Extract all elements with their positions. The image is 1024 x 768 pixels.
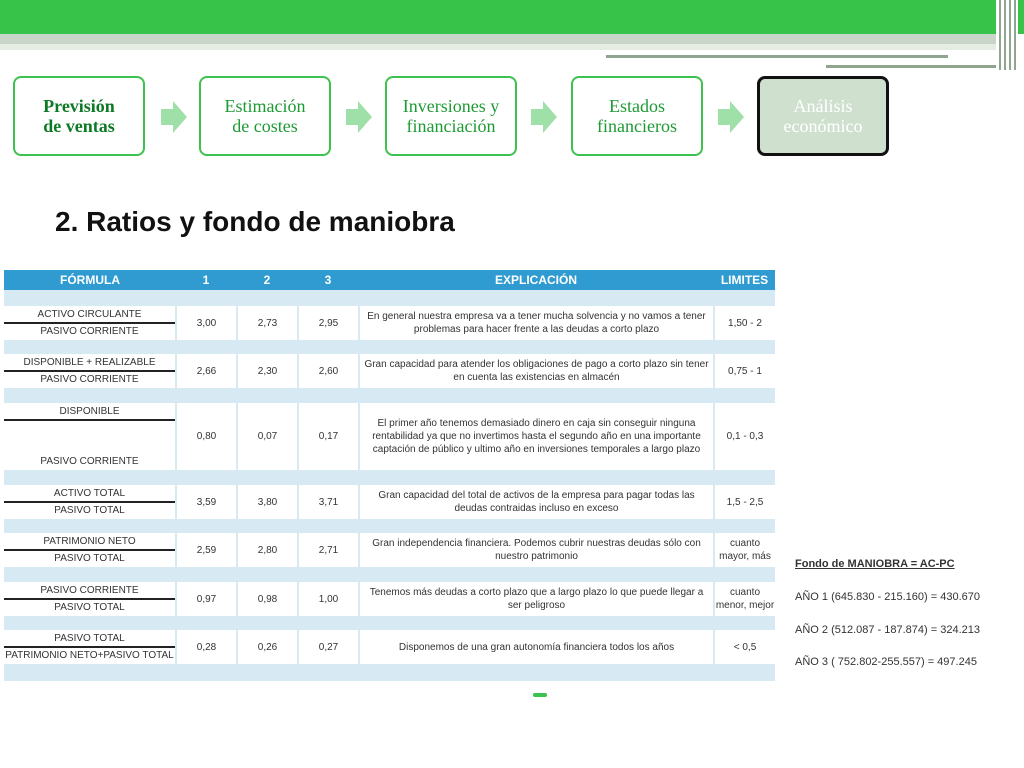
value-cell-year-1: 0,80 <box>177 403 236 470</box>
formula-numerator: PASIVO TOTAL <box>54 633 125 644</box>
header-grey-band <box>0 34 1008 44</box>
value-cell-year-3: 2,71 <box>299 533 358 567</box>
formula-denominator: PASIVO CORRIENTE <box>40 326 139 337</box>
page-marker <box>533 693 547 697</box>
explanation-cell: Gran independencia financiera. Podemos cubrir nuestras deudas sólo con nuestro patrimonio <box>360 533 713 567</box>
value-cell-year-1: 0,28 <box>177 630 236 664</box>
formula-numerator: PATRIMONIO NETO <box>43 536 136 547</box>
formula-numerator: ACTIVO CIRCULANTE <box>37 309 142 320</box>
working-capital-title: Fondo de MANIOBRA = AC-PC <box>795 558 955 570</box>
value-cell-year-1: 3,00 <box>177 306 236 340</box>
formula-denominator: PASIVO TOTAL <box>54 602 125 613</box>
value-cell-year-3: 2,60 <box>299 354 358 388</box>
header-year-2: 2 <box>263 273 271 287</box>
formula-numerator: ACTIVO TOTAL <box>53 488 126 499</box>
formula-numerator: PASIVO CORRIENTE <box>40 585 139 596</box>
fraction-line <box>4 501 175 503</box>
step-analisis-economico[interactable]: Análisis económico <box>757 76 889 156</box>
right-arrow-icon <box>346 101 372 133</box>
value-cell-year-3: 0,27 <box>299 630 358 664</box>
value-cell-year-1: 2,66 <box>177 354 236 388</box>
formula-numerator: DISPONIBLE <box>59 406 120 417</box>
limits-cell: < 0,5 <box>715 630 775 664</box>
value-cell-year-3: 2,95 <box>299 306 358 340</box>
fraction-line <box>4 322 175 324</box>
step-inversiones-financiacion[interactable]: Inversiones y financiación <box>385 76 517 156</box>
formula-denominator: PATRIMONIO NETO+PASIVO TOTAL <box>5 650 174 661</box>
value-cell-year-1: 3,59 <box>177 485 236 519</box>
formula-denominator: PASIVO CORRIENTE <box>40 456 139 467</box>
step-estimacion-costes[interactable]: Estimación de costes <box>199 76 331 156</box>
value-cell-year-2: 2,80 <box>238 533 297 567</box>
header-rule-long <box>606 55 948 58</box>
formula-denominator: PASIVO TOTAL <box>54 505 125 516</box>
value-cell-year-2: 2,73 <box>238 306 297 340</box>
header-year-1: 1 <box>202 273 210 287</box>
value-cell-year-2: 0,98 <box>238 582 297 616</box>
header-light-band <box>0 44 1000 50</box>
formula-numerator: DISPONIBLE + REALIZABLE <box>23 357 156 368</box>
working-capital-year-2: AÑO 2 (512.087 - 187.874) = 324.213 <box>795 624 980 636</box>
explanation-cell: Tenemos más deudas a corto plazo que a largo plazo lo que puede llegar a ser peligroso <box>360 582 713 616</box>
value-cell-year-1: 2,59 <box>177 533 236 567</box>
explanation-cell: El primer año tenemos demasiado dinero en caja sin conseguir ninguna rentabilidad ya que no invertimos hasta el segundo año en una importante captación de público y ultimo año en inversiones temporales a largo plazo <box>360 403 713 470</box>
value-cell-year-1: 0,97 <box>177 582 236 616</box>
header-year-3: 3 <box>324 273 332 287</box>
formula-denominator: PASIVO CORRIENTE <box>40 374 139 385</box>
explanation-cell: Disponemos de una gran autonomía financiera todos los años <box>360 630 713 664</box>
header-formula: FÓRMULA <box>60 273 120 287</box>
limits-cell: 1,50 - 2 <box>715 306 775 340</box>
working-capital-year-1: AÑO 1 (645.830 - 215.160) = 430.670 <box>795 591 980 603</box>
value-cell-year-2: 3,80 <box>238 485 297 519</box>
table-header <box>4 270 775 290</box>
formula-cell <box>4 403 175 470</box>
value-cell-year-3: 1,00 <box>299 582 358 616</box>
fraction-line <box>4 598 175 600</box>
right-arrow-icon <box>531 101 557 133</box>
explanation-cell: Gran capacidad para atender los obligaciones de pago a corto plazo sin tener en cuenta las existencias en almacén <box>360 354 713 388</box>
explanation-cell: En general nuestra empresa va a tener mucha solvencia y no vamos a tener problemas para hacer frente a las deudas a corto plazo <box>360 306 713 340</box>
header-explanation: EXPLICACIÓN <box>494 273 577 287</box>
fraction-line <box>4 646 175 648</box>
right-arrow-icon <box>161 101 187 133</box>
slide-heading: 2. Ratios y fondo de maniobra <box>55 206 455 237</box>
header-rule-short <box>826 65 1006 68</box>
fraction-line <box>4 370 175 372</box>
limits-cell: cuanto mayor, más <box>715 533 775 567</box>
value-cell-year-3: 0,17 <box>299 403 358 470</box>
ratios-table <box>4 270 775 681</box>
header-vertical-rules <box>996 0 1018 70</box>
header-green-band <box>0 0 1024 34</box>
limits-cell: 0,1 - 0,3 <box>715 403 775 470</box>
limits-cell: cuanto menor, mejor <box>715 582 775 616</box>
formula-denominator: PASIVO TOTAL <box>54 553 125 564</box>
explanation-cell: Gran capacidad del total de activos de la empresa para pagar todas las deudas contraidas incluso en exceso <box>360 485 713 519</box>
step-estados-financieros[interactable]: Estados financieros <box>571 76 703 156</box>
step-prevision-ventas[interactable]: Previsión de ventas <box>13 76 145 156</box>
limits-cell: 1,5 - 2,5 <box>715 485 775 519</box>
fraction-line <box>4 419 175 421</box>
right-arrow-icon <box>718 101 744 133</box>
header-limits: LIMITES <box>720 273 769 287</box>
value-cell-year-2: 2,30 <box>238 354 297 388</box>
value-cell-year-2: 0,26 <box>238 630 297 664</box>
fraction-line <box>4 549 175 551</box>
working-capital-year-3: AÑO 3 ( 752.802-255.557) = 497.245 <box>795 656 977 668</box>
value-cell-year-2: 0,07 <box>238 403 297 470</box>
value-cell-year-3: 3,71 <box>299 485 358 519</box>
limits-cell: 0,75 - 1 <box>715 354 775 388</box>
